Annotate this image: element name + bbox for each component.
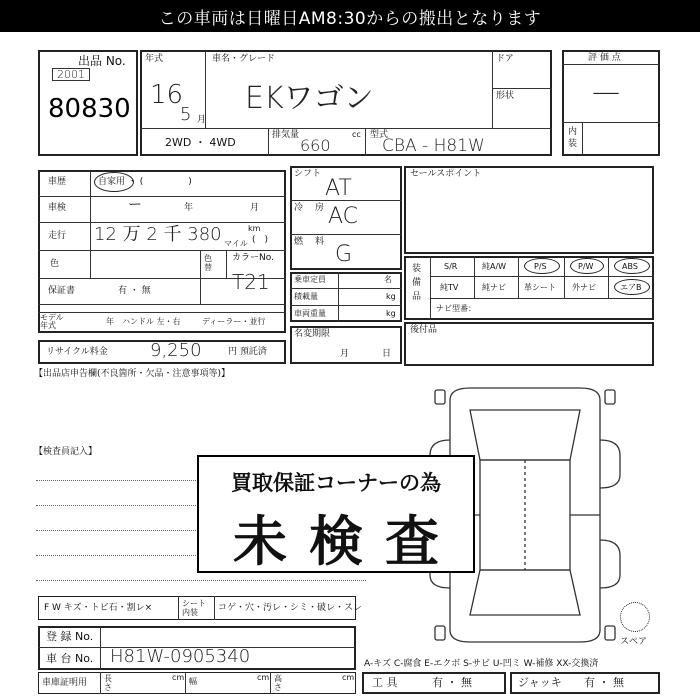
cert-length: 長さ — [104, 674, 112, 692]
warranty-value: 有 ・ 無 — [118, 286, 151, 296]
spare-tire-icon — [620, 602, 650, 632]
cert-label: 車庫証明用 — [42, 678, 88, 688]
drive-options: 2WD ・ 4WD — [165, 136, 236, 149]
tools-label: 工 具 — [372, 676, 398, 689]
recycle-label: リサイクル料金 — [46, 347, 108, 357]
tools-value: 有 ・ 無 — [432, 676, 472, 689]
equip-sr: S/R — [444, 262, 458, 271]
mileage-label: 走行 — [48, 231, 67, 241]
capacity-label: 乗車定員 — [294, 275, 326, 284]
mile-unit: マイル — [224, 239, 248, 248]
recycle-value: 9,250 — [150, 340, 202, 361]
fuel-label: 燃料 — [294, 237, 337, 247]
stamp-line1: 買取保証コーナーの為 — [231, 471, 441, 495]
handle-option: ハンドル 左・右 — [122, 317, 181, 326]
registration-label: 登 録 No. — [46, 630, 94, 643]
equip-leather: 革シート — [524, 283, 556, 292]
cert-length-unit: cm — [172, 673, 185, 682]
cert-width-unit: cm — [257, 673, 270, 682]
year-value: 16 — [150, 80, 184, 110]
deadline-label: 名変期限 — [294, 329, 331, 339]
deadline-day: 日 — [382, 349, 392, 359]
stamp-line2: 未検査 — [233, 510, 461, 573]
chassis-value: H81W-0905340 — [110, 646, 251, 667]
inspection-label: 車検 — [48, 203, 67, 213]
cert-height-unit: cm — [342, 673, 355, 682]
equip-ext-navi: 外ナビ — [572, 283, 596, 292]
displacement-label: 排気量 — [272, 130, 300, 140]
history-options: 自家用 ・ ( ) — [98, 177, 192, 187]
history-box — [38, 170, 286, 333]
damage-legend: A-キズ C-腐食 E-エクボ S-サビ U-凹ミ W-補修 XX-交換済 — [364, 659, 599, 669]
model-value: CBA - H81W — [382, 136, 485, 156]
spare-label: スペア — [620, 637, 648, 647]
banner: この車両は日曜日AM8:30からの搬出となります — [0, 0, 700, 32]
model-year-unit: 年 — [106, 317, 114, 326]
inspection-year: 年 — [184, 203, 194, 213]
displacement-value: 660 — [300, 136, 331, 155]
equip-tv: 純TV — [440, 283, 459, 292]
shift-label: シフト — [294, 169, 322, 179]
aircon-value: AC — [328, 204, 359, 229]
color-change: 色替 — [204, 254, 212, 272]
lot-label: 出品 No. — [78, 54, 126, 68]
colorno-label: カラーNo. — [232, 253, 274, 263]
weight-unit: kg — [386, 309, 396, 318]
rating-value: — — [592, 75, 620, 108]
lot-sub: 2001 — [52, 68, 90, 81]
model-label: 型式 — [370, 130, 389, 140]
declaration-label: 【出品店申告欄(不良箇所・欠品・注意事項等)】 — [34, 369, 231, 379]
aftermarket-box — [404, 322, 654, 366]
history-label: 車歴 — [48, 177, 67, 187]
inspection-value: ー — [128, 197, 142, 213]
model-year-label: モデル年式 — [40, 313, 64, 330]
equip-navi: 純ナビ — [482, 283, 506, 292]
cert-width: 幅 — [189, 677, 197, 686]
dealer-option: ディーラー・並行 — [202, 317, 266, 326]
floor-left: F W キズ・トビ石・割レ× — [44, 603, 153, 613]
not-inspected-stamp — [197, 455, 475, 573]
equip-ps: P/S — [534, 262, 547, 271]
fuel-value: G — [335, 242, 353, 267]
aftermarket-label: 後付品 — [410, 325, 438, 335]
km-unit: km — [248, 224, 261, 233]
year-label: 年式 — [145, 54, 164, 64]
equip-airbag: エアB — [620, 283, 642, 292]
weight-label: 車両重量 — [294, 309, 326, 318]
load-unit: kg — [386, 292, 396, 301]
jack-value: 有 ・ 無 — [584, 676, 624, 689]
floor-mid: シート内装 — [182, 599, 206, 617]
color-label: 色 — [50, 259, 60, 269]
name-label: 車名・グレード — [212, 54, 276, 64]
equip-alloy: 純A/W — [482, 262, 507, 271]
lot-number: 80830 — [48, 94, 131, 124]
load-label: 積載量 — [294, 292, 318, 301]
cc-unit: cc — [352, 130, 361, 139]
door-label: ドア — [496, 54, 514, 64]
month-value: 5 — [180, 104, 192, 125]
name-value: EKワゴン — [245, 81, 374, 116]
deadline-month: 月 — [340, 349, 350, 359]
sales-point-box — [404, 166, 654, 254]
mileage-value: 12 万 2 千 380 — [94, 224, 222, 245]
rating-label: 評 価 点 — [588, 53, 621, 63]
aircon-label: 冷房 — [294, 203, 337, 213]
inspection-month: 月 — [250, 203, 260, 213]
warranty-label: 保証書 — [48, 286, 76, 296]
cert-height: 高さ — [274, 674, 282, 692]
capacity-unit: 名 — [384, 275, 392, 284]
shape-label: 形状 — [496, 91, 515, 101]
inspector-label: 【検査員記入】 — [34, 447, 98, 457]
chassis-label: 車 台 No. — [46, 652, 94, 665]
colorno-value: T21 — [232, 270, 270, 294]
floor-right: コゲ・穴・汚レ・シミ・破レ・スレ — [218, 603, 363, 613]
jack-label: ジャッキ — [518, 676, 562, 689]
equipment-label: 装備品 — [412, 264, 422, 302]
sales-point-label: セールスポイント — [410, 169, 482, 179]
month-unit: 月 — [197, 115, 207, 125]
interior-label: 内装 — [568, 127, 578, 149]
mileage-paren: ( ) — [252, 235, 269, 245]
equip-abs: ABS — [622, 262, 638, 271]
recycle-unit: 円 預託済 — [228, 347, 267, 357]
equip-pw: P/W — [578, 262, 594, 271]
shift-value: AT — [325, 176, 352, 201]
navi-model-label: ナビ型番： — [436, 304, 476, 313]
